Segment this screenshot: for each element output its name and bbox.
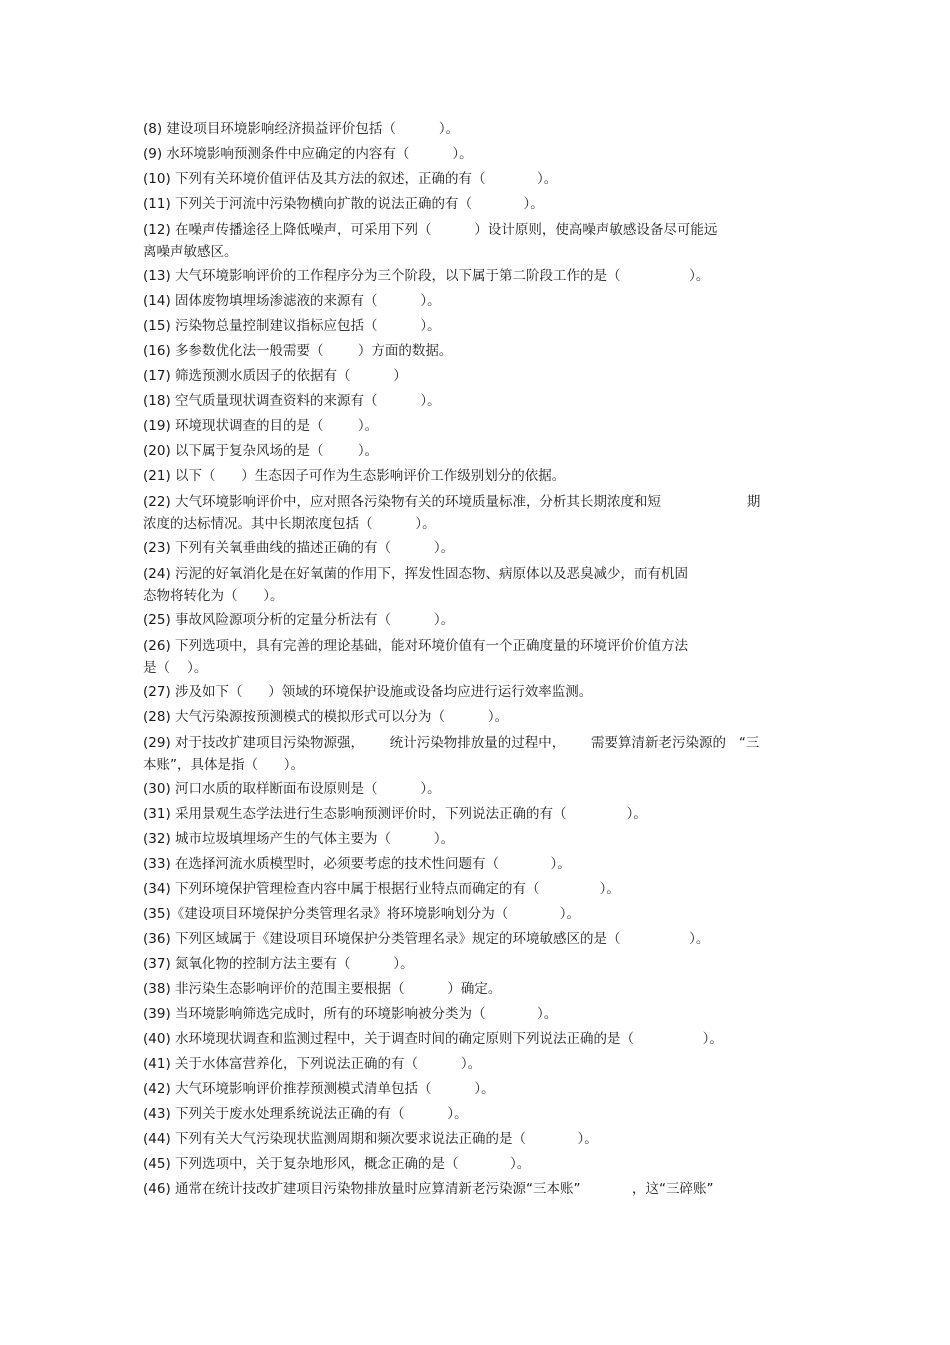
question-19: (19) 环境现状调查的目的是（ ）。 — [143, 418, 379, 434]
question-11: (11) 下列关于河流中污染物横向扩散的说法正确的有（ ）。 — [143, 196, 544, 212]
question-21: (21) 以下（ ）生态因子可作为生态影响评价工作级别划分的依据。 — [143, 468, 566, 484]
question-30: (30) 河口水质的取样断面布设原则是（ ）。 — [143, 781, 441, 797]
question-27: (27) 涉及如下（ ）领域的环境保护设施或设备均应进行运行效率监测。 — [143, 684, 593, 700]
question-43: (43) 下列关于废水处理系统说法正确的有（ ）。 — [143, 1106, 468, 1122]
question-41: (41) 关于水体富营养化，下列说法正确的有（ ）。 — [143, 1056, 482, 1072]
question-20: (20) 以下属于复杂风场的是（ ）。 — [143, 443, 379, 459]
question-37: (37) 氮氧化物的控制方法主要有（ ）。 — [143, 956, 414, 972]
question-26: (26) 下列选项中，具有完善的理论基础，能对环境价值有一个正确度量的环境评价价值方法 是（ ）。 — [143, 638, 689, 676]
question-8: (8) 建设项目环境影响经济损益评价包括（ ）。 — [143, 121, 460, 137]
question-24: (24) 污泥的好氧消化是在好氧菌的作用下，挥发性固态物、病原体以及恶臭减少，而有机固 态物将转化为（ ）。 — [143, 566, 689, 604]
question-22: (22) 大气环境影响评价中，应对照各污染物有关的环境质量标准，分析其长期浓度和短 期 浓度的达标情况。其中长期浓度包括（ ）。 — [143, 494, 761, 532]
question-9: (9) 水环境影响预测条件中应确定的内容有（ ）。 — [143, 146, 473, 162]
question-10: (10) 下列有关环境价值评估及其方法的叙述，正确的有（ ）。 — [143, 171, 558, 187]
question-29: (29) 对于技改扩建项目污染物源强， 统计污染物排放量的过程中， 需要算清新老污染源的 “三 本账”，具体是指（ ）。 — [143, 735, 760, 773]
question-25: (25) 事故风险源项分析的定量分析法有（ ）。 — [143, 612, 455, 628]
question-14: (14) 固体废物填埋场渗滤液的来源有（ ）。 — [143, 293, 441, 309]
question-40: (40) 水环境现状调查和监测过程中，关于调查时间的确定原则下列说法正确的是（ ）。 — [143, 1031, 723, 1047]
question-13: (13) 大气环境影响评价的工作程序分为三个阶段，以下属于第二阶段工作的是（ ）。 — [143, 268, 710, 284]
question-16: (16) 多参数优化法一般需要（ ）方面的数据。 — [143, 343, 453, 359]
question-35: (35)《建设项目环境保护分类管理名录》将环境影响划分为（ ）。 — [143, 906, 580, 922]
question-33: (33) 在选择河流水质模型时，必须要考虑的技术性问题有（ ）。 — [143, 856, 571, 872]
question-18: (18) 空气质量现状调查资料的来源有（ ）。 — [143, 393, 441, 409]
question-45: (45) 下列选项中，关于复杂地形风，概念正确的是（ ）。 — [143, 1156, 531, 1172]
question-34: (34) 下列环境保护管理检查内容中属于根据行业特点而确定的有（ ）。 — [143, 881, 620, 897]
question-44: (44) 下列有关大气污染现状监测周期和频次要求说法正确的是（ ）。 — [143, 1131, 598, 1147]
question-38: (38) 非污染生态影响评价的范围主要根据（ ）确定。 — [143, 981, 502, 997]
question-31: (31) 采用景观生态学法进行生态影响预测评价时，下列说法正确的有（ ）。 — [143, 806, 647, 822]
question-17: (17) 筛选预测水质因子的依据有（ ） — [143, 368, 407, 384]
question-28: (28) 大气污染源按预测模式的模拟形式可以分为（ ）。 — [143, 709, 509, 725]
question-15: (15) 污染物总量控制建议指标应包括（ ）。 — [143, 318, 441, 334]
question-36: (36) 下列区域属于《建设项目环境保护分类管理名录》规定的环境敏感区的是（ ）。 — [143, 931, 710, 947]
question-12: (12) 在噪声传播途径上降低噪声，可采用下列（ ）设计原则，使高噪声敏感设备尽可能远 离噪声敏感区。 — [143, 222, 718, 260]
question-46: (46) 通常在统计技改扩建项目污染物排放量时应算清新老污染源“三本账” ，这“三碎账” — [143, 1181, 714, 1197]
question-list — [143, 117, 813, 1202]
question-39: (39) 当环境影响筛选完成时，所有的环境影响被分类为（ ）。 — [143, 1006, 558, 1022]
question-42: (42) 大气环境影响评价推荐预测模式清单包括（ ）。 — [143, 1081, 495, 1097]
question-32: (32) 城市垃圾填埋场产生的气体主要为（ ）。 — [143, 831, 455, 847]
question-23: (23) 下列有关氧垂曲线的描述正确的有（ ）。 — [143, 540, 455, 556]
